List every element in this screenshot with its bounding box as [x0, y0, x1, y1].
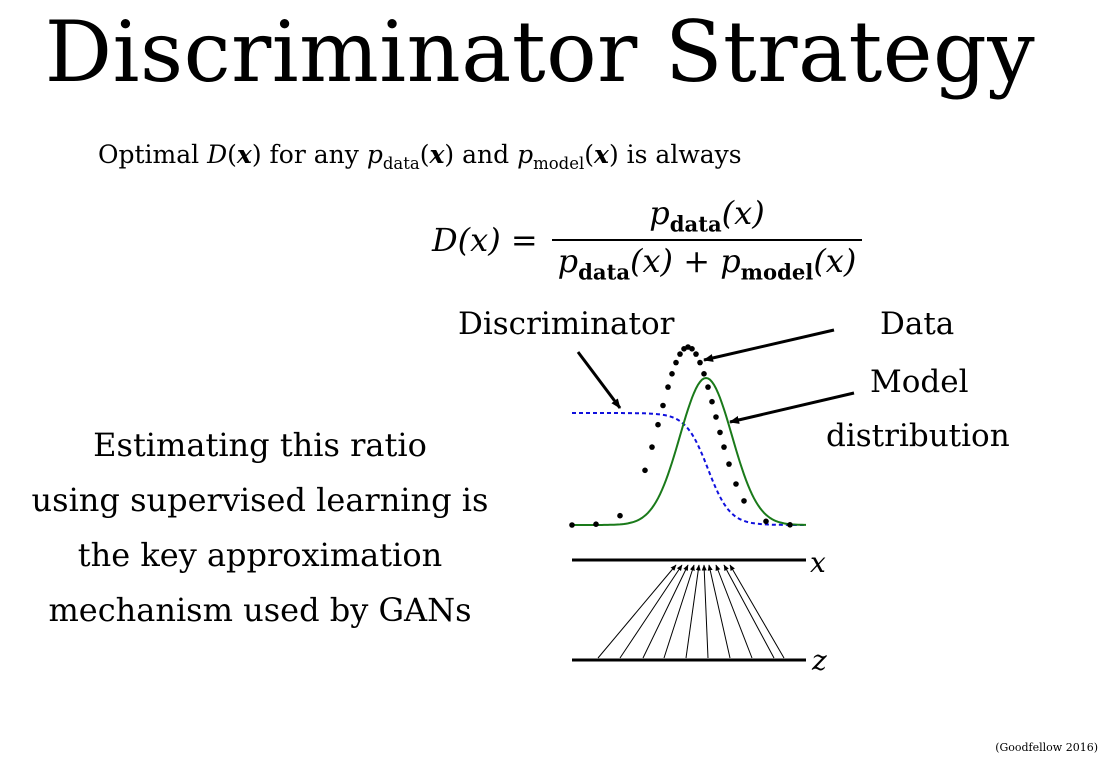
- data-point: [593, 521, 599, 527]
- model-pointer-arrow: [730, 393, 854, 422]
- formula-numerator: $p_{data}(x)$: [649, 194, 765, 237]
- formula-denominator: $p_{data}(x) + p_{model}(x)$: [557, 242, 857, 285]
- data-point: [673, 360, 679, 366]
- mapping-arrow: [664, 565, 694, 658]
- data-point: [569, 522, 575, 528]
- mapping-arrow: [730, 565, 784, 658]
- data-point: [669, 371, 675, 377]
- formula-lhs: D(x) =: [432, 221, 538, 259]
- data-point: [717, 430, 723, 436]
- data-point: [697, 360, 703, 366]
- data-point: [677, 351, 683, 357]
- mapping-arrow: [598, 565, 676, 658]
- mapping-arrow: [709, 565, 730, 658]
- data-point: [693, 351, 699, 357]
- discriminator-label: Discriminator: [458, 306, 675, 342]
- slide-title: Discriminator Strategy: [44, 3, 1036, 101]
- data-point: [642, 468, 648, 474]
- model-label: Model: [870, 364, 969, 400]
- data-point: [689, 346, 695, 352]
- data-point: [726, 461, 732, 467]
- data-distribution-dots: [569, 344, 793, 528]
- data-point: [660, 403, 666, 409]
- data-pointer-arrow: [704, 330, 834, 360]
- data-point: [713, 414, 719, 420]
- data-label: Data: [880, 306, 955, 342]
- mapping-arrow: [716, 565, 752, 658]
- mapping-arrow: [724, 565, 774, 658]
- data-point: [617, 513, 623, 519]
- citation: (Goodfellow 2016): [995, 741, 1098, 754]
- data-point: [763, 519, 769, 525]
- data-point: [701, 371, 707, 377]
- distribution-label: distribution: [826, 418, 1010, 454]
- discriminator-curve: [572, 413, 806, 525]
- data-point: [649, 444, 655, 450]
- mapping-arrow: [620, 565, 682, 658]
- z-axis-label: z: [812, 644, 827, 677]
- mapping-arrow: [643, 565, 688, 658]
- mapping-arrow: [686, 565, 699, 658]
- model-distribution-curve: [572, 378, 806, 525]
- data-point: [705, 384, 711, 390]
- subtitle: Optimal D(x) for any $p_{data}(x)$ and $p_{model}(x)$ is always: [98, 140, 742, 173]
- mapping-arrow: [704, 565, 708, 658]
- caption-text: Estimating this ratio using supervised learning is the key approximation mechanism used by GANs: [31, 426, 489, 629]
- discriminator-pointer-arrow: [578, 352, 620, 408]
- data-point: [665, 384, 671, 390]
- mapping-arrows: [598, 565, 784, 658]
- data-point: [721, 444, 727, 450]
- x-axis-label: x: [810, 546, 826, 579]
- data-point: [709, 399, 715, 405]
- data-point: [655, 422, 661, 428]
- data-point: [741, 498, 747, 504]
- data-point: [787, 522, 793, 528]
- data-point: [733, 481, 739, 487]
